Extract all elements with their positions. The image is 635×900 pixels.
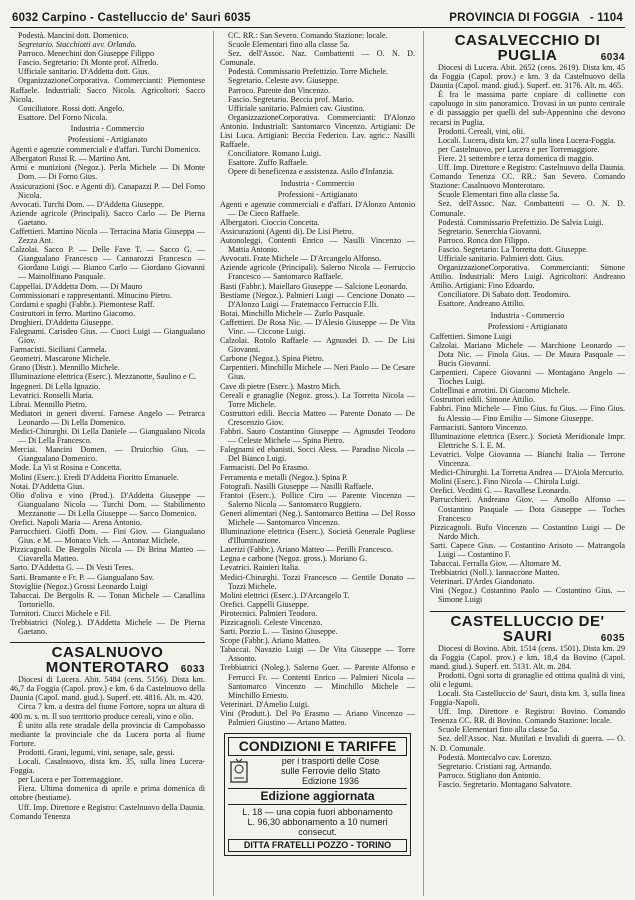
text-line: Caffettieri. Simone Luigi: [430, 331, 512, 341]
town-code: 6034: [600, 52, 625, 63]
text-line: Podestà. Montecalvo cav. Lorenzo.: [438, 752, 552, 762]
town-name: CASALNUOVO MONTEROTARO: [45, 644, 170, 677]
column-2: [213, 31, 415, 896]
text-line: Circa 7 km. a destra del fiume Fortore, sopra un altura di 400 m. s. m. Il suo territorio produce cereali, vino e olio.: [10, 702, 205, 721]
text-line: Ingegneri. Di Lella Ignazio.: [10, 381, 101, 391]
text-line: Costruttori edili. Beccia Matteo — Parente Donato — De Crescenzio Giov.: [220, 408, 415, 427]
col3-town2-text: [430, 644, 625, 790]
text-line: Fascio. Segretario: La Torretta dott. Giuseppe.: [438, 244, 588, 254]
text-line: Assicurazioni (Agenti di). De Lisi Pietro.: [220, 226, 354, 236]
text-line: Diocesi di Bovino. Abit. 1514 (cens. 1501). Dista km. 29 da Foggia (Capol. prov.) e km. 18,4 da Bovino (Capol. mand. giud.). Superf. ett. 5131. Alt. m. 284.: [430, 643, 625, 671]
text-line: Costruttori in ferro. Martino Giacomo.: [10, 308, 135, 318]
text-line: Esattore. Zuffo Raffaele.: [228, 158, 309, 168]
text-line: Notai. D'Addetta Gius.: [10, 481, 85, 491]
column-1: [10, 31, 205, 896]
text-line: Grano (Distr.). Mennillo Michele.: [10, 363, 120, 373]
text-line: Farmacisti. Santoro Vincenzo.: [430, 422, 528, 432]
text-line: Ufficiale sanitario. Palmieri dott. Gius.: [438, 253, 564, 263]
town-heading-castelluccio: [430, 611, 625, 644]
text-line: Bestiame (Negoz.). Palmieri Luigi — Cencione Donato — D'Alonzo Luigi — Fratemacco Ferruccio F.lli.: [220, 290, 415, 309]
town-name: CASALVECCHIO DI PUGLIA: [454, 32, 601, 64]
text-line: Ferramenta e metalli (Negoz.). Spina P.: [220, 472, 348, 482]
text-line: Locali. Casalnuovo, dista km. 35, sulla linea Lucera-Foggia.: [10, 757, 205, 776]
text-line: Segretario. Senerchia Giovanni.: [438, 226, 542, 236]
text-line: Fascio. Segretario. Montagano Salvatore.: [438, 779, 572, 789]
text-line: Parroco. Ronca don Filippo.: [438, 235, 530, 245]
advertisement-box: [224, 733, 411, 856]
town-heading-casalnuovo: [10, 642, 205, 675]
text-line: Sarti. Capece Gius. — Costantino Arisoto — Matrangola Luigi — Costantino F.: [430, 540, 625, 559]
text-line: Cordami e spaghi (Fabbr.). Piemontese Raff.: [10, 299, 155, 309]
text-line: Podestà. Mancini dott. Domenico.: [18, 31, 129, 40]
text-line: Assicurazioni (Soc. e Agenti di). Canapazzi P. — Del Forno Nicola.: [10, 181, 205, 200]
text-line: Generi alimentari (Neg.). Santomarco Bettina — Del Rosso Michele — Santomarco Vincenzo.: [220, 508, 415, 527]
text-line: Caffettieri. Martino Nicola — Terracina Maria Giuseppa — Zezza Ant.: [10, 226, 205, 246]
text-line: Segretario. Cristiani rag. Armando.: [438, 761, 552, 771]
text-line: Segretario. Stacchiotti avv. Orlando.: [18, 40, 137, 50]
town-heading-casalvecchio: [430, 31, 625, 63]
text-line: Parroco. Parente don Vincenzo.: [228, 85, 331, 95]
text-line: Carpentieri. Capece Giovanni — Montagano Angelo — Tioches Luigi.: [430, 368, 625, 387]
text-line: Prodotti. Cereali, vini, olii.: [438, 126, 525, 136]
ad-publisher: DITTA FRATELLI POZZO - TORINO: [228, 839, 407, 852]
text-line: Librai. Mennillo Pietro.: [10, 399, 87, 409]
text-line: Falegnami ed ebanisti. Socci Aless. — Paradiso Nicola — Del Bianco Luigi.: [220, 445, 415, 464]
text-line: Aziende agricole (Principali). Salerno Nicola — Ferruccio Francesco — Santomarco Raffaele.: [220, 263, 415, 282]
text-line: Diocesi di Lucera. Abit. 2652 (cens. 2619). Dista km. 45 da Foggia (Capol. prov.) e km. 3 da Castelnuovo della Daunia (Capol. mand. giud.). Superf. ett. 3176. Alt. m. 465.: [430, 63, 625, 91]
text-line: per Lucera e per Torremaggiore.: [18, 775, 123, 785]
text-line: È fra le massima parte copiare di collinette con capoluogo in sito panoramico. Trovasi in un punto centrale e di passaggio per quelli del sub-Appennino che devono recarsi in Puglia.: [430, 90, 625, 127]
text-line: Diocesi di Lucera. Abit. 5484 (cens. 5156). Dista km. 46,7 da Foggia (Capol. prov.) e km. 6 da Castelnuovo della Daunia (Capol. mand. giud.). Superf. ett. 4816. Alt. m. 420.: [10, 675, 205, 703]
text-line: Prodotti. Grani, legumi, vini, senape, sale, gessi.: [18, 747, 175, 757]
text-line: Pizzicagnoli. Bufo Vincenzo — Costantino Luigi — De Nardo Mich.: [430, 522, 625, 541]
text-line: Calzolai. Rotolo Raffaele — Agnusdei D. — De Lisi Giovanni.: [220, 336, 415, 355]
text-line: Coltellinai e arrotini. Di Giacomo Michele.: [430, 386, 571, 396]
section-subheading: Professioni - Artigianato: [487, 321, 568, 331]
text-line: Medici-Chirurghi. Tozzi Francesco — Gentile Donato — Tozzi Michele.: [220, 572, 415, 591]
text-line: Levatrici. Ronselli Maria.: [10, 390, 94, 400]
text-line: per Castelnuovo, per Lucera e per Torremaggiore.: [438, 144, 600, 154]
column-3: [423, 31, 625, 896]
text-line: Vini (Negoz.) Costantino Paolo — Costantino Gius. — Simone Luigi: [430, 586, 625, 605]
town-code: 6035: [600, 632, 625, 644]
text-line: Scuole Elementari fino alla classe 5a.: [438, 725, 560, 735]
page-header: [10, 8, 625, 28]
text-line: Parrucchieri. Gioffi Dom. — Fini Giov. — Giangualano Gius. e M. — Monaco Vich. — Antonaz Michele.: [10, 527, 205, 546]
text-line: Fiere. 21 settembre e terza domenica di maggio.: [438, 153, 594, 163]
ad-body: [228, 756, 407, 786]
col2-entries: [220, 200, 415, 727]
text-line: Merciai. Mancini Domen. — Druicchio Gius. — Giangualano Domenico.: [10, 445, 205, 464]
emblem-icon: [228, 756, 250, 786]
text-line: Cereali e granaglie (Negoz. gross.). La Torretta Nicola — Torre Michele.: [220, 390, 415, 409]
text-line: Conciliatore. Romano Luigi.: [228, 149, 322, 159]
text-line: OrganizzazioneCorporativa. Commercianti: Simone Attilio. Industriali: Mero Luigi. Agricoltori: Andreano Attilio. Artigiani: Fino Edoardo.: [430, 263, 625, 291]
text-line: Albergatori. Cioccio Concetta.: [220, 217, 320, 227]
text-line: Orefici. Vecditti G. — Ravallese Leonardo.: [430, 486, 571, 496]
text-line: Molini (Eserc.). Eredi D'Addetta Fioritto Emanuele.: [10, 472, 179, 482]
text-line: Ufficiale sanitario. D'Addetta dott. Gius.: [18, 67, 150, 77]
text-line: Legna e carbone (Negoz. gross.). Moriano G.: [220, 554, 367, 564]
text-line: Fotografi. Nasilli Giuseppe — Nasilli Raffaele.: [220, 481, 374, 491]
ad-text: [254, 756, 407, 786]
section-heading: Industria - Commercio: [490, 310, 565, 320]
text-line: Parroco. Menechini don Giuseppe Filippo: [18, 49, 154, 59]
text-line: Cave di pietre (Eserc.). Mastro Mich.: [220, 381, 341, 391]
ad-line: Edizione 1936: [301, 776, 360, 787]
text-line: Armi e munizioni (Negoz.). Perla Michele — Di Monte Dom. — Di Forno Gius.: [10, 163, 205, 182]
text-line: Tabaccai. Navazio Luigi — De Vita Giuseppe — Torre Assonto.: [220, 645, 415, 664]
text-line: Conciliatore. Di Sabato dott. Teodomiro.: [438, 290, 571, 300]
text-line: Tabaccai. Ferralla Giov. — Altomare M.: [430, 559, 562, 569]
text-line: Aziende agricole (Principali). Sacco Carlo — De Pierna Gaetano.: [10, 208, 205, 227]
text-line: Falegnami. Carisdeo Gius. — Cuoci Luigi — Giangualano Giov.: [10, 327, 205, 346]
text-line: Fabbri. Sauro Costantino Giuseppe — Agnusdei Teodoro — Celeste Michele — Spina Pietro.: [220, 427, 415, 446]
text-line: Locali. Lucera, dista km. 27 sulla linea Lucera-Foggia.: [438, 135, 616, 145]
text-line: Ufficiale sanitario. Palmieri cav. Giustino.: [228, 103, 365, 113]
text-line: Locali. Sta Castelluccio de' Sauri, dista km. 3, sulla linea Foggia-Napoli.: [430, 689, 625, 708]
text-line: Medici-Chirurghi. Di Lella Daniele — Giangualano Nicola — Di Lella Francesco.: [10, 427, 205, 446]
text-line: Agenti e agenzie commerciali e d'affari. D'Alonzo Antonio — De Cieco Raffaele.: [220, 199, 415, 218]
ad-line: L. 96,30 abbonamento a 10 numeri consecut.: [247, 817, 388, 838]
columns: [10, 31, 625, 896]
text-line: Cappellai. D'Addetta Dom. — Di Mauro: [10, 281, 143, 291]
text-line: Tornitori. Ciucci Michele e Fil.: [10, 608, 112, 618]
text-line: Farmacisti. Siciliani Carmela.: [10, 345, 107, 355]
text-line: Medici-Chirurghi. La Torretta Andrea — D'Aiola Mercurio.: [430, 468, 624, 478]
text-line: Molini elettrici (Eserc.). D'Arcangelo T.: [220, 590, 350, 600]
text-line: Illuminazione elettrica (Eserc.). Società Meridionale Impr. Elettriche S. I. E. M.: [430, 431, 625, 450]
text-line: Opere di beneficenza e assistenza. Asilo d'Infanzia.: [228, 167, 394, 177]
ad-highlight: Edizione aggiornata: [228, 788, 407, 805]
text-line: Esattore. Andreano Attilio.: [438, 299, 525, 309]
text-line: Fascio. Segretario: Di Monte prof. Alfredo.: [18, 58, 159, 68]
text-line: Orefici. Cappelli Giuseppe.: [220, 599, 310, 609]
text-line: Sarti. Porzio L. — Tasino Giuseppe.: [220, 627, 338, 637]
text-line: Carbone (Negoz.). Spina Pietro.: [220, 354, 324, 364]
text-line: Sez. dell'Assoc. Naz. Combattenti — O. N. D. Comunale.: [220, 49, 415, 68]
text-line: Frantoi (Eserc.). Pollice Ciro — Parente Vincenzo — Salerno Nicola — Santomarco Ruggiero.: [220, 490, 415, 509]
col2-top: [220, 31, 415, 177]
text-line: Parroco. Stigliano don Antonio.: [438, 770, 541, 780]
ad-title: CONDIZIONI E TARIFFE: [228, 737, 407, 756]
header-left: 6032 Carpino - Castelluccio de' Sauri 6035: [12, 12, 251, 24]
text-line: Carpentieri. Minchillo Michele — Neri Paolo — De Cesare Gius.: [220, 363, 415, 382]
text-line: OrganizzazioneCorporativa. Commercianti: Piemontese Raffaele. Industriali: Sacco Nicola. Agricoltori: Sacco Nicola.: [10, 76, 205, 104]
text-line: Uff. Imp. Direttore e Registro: Bovino. Comando Tenenza CC. RR. di Bovino. Comando Stazione: locale.: [430, 707, 625, 726]
text-line: Agenti e agenzie commerciali e d'affari. Turchi Domenico.: [10, 145, 201, 155]
text-line: Fiera. Ultima domenica di aprile e prima domenica di ottobre (bestiame).: [10, 784, 205, 803]
col3-town-text: [430, 63, 625, 309]
text-line: Illuminazione elettrica (Eserc.). Società Generale Pugliese d'Illuminazione.: [220, 527, 415, 546]
text-line: Sarti. Bramante e Fr. P. — Giangualano Sav.: [10, 572, 155, 582]
text-line: Sarto. D'Addetta G. — Di Vesti Teres.: [10, 563, 134, 573]
col1-entries: [10, 145, 205, 636]
text-line: Scuole Elementari fino alla classe 5a.: [438, 190, 560, 200]
text-line: Trebbiatrici (Noll.). Iannaccone Matteo.: [430, 568, 560, 578]
section-heading: Industria - Commercio: [70, 123, 145, 133]
text-line: Trebbiatrici (Noleg.). Salerno Guer. — Parente Alfonso e Ferrucci Fr. — Contenti Enrico — Palmieri Nicola — Santomarco Vincenzo — Minchillo Michele — Minchillo Ernesto.: [220, 663, 415, 700]
text-line: Segretario. Celeste avv. Giuseppe.: [228, 76, 339, 86]
text-line: Farmacisti. Del Po Erasmo.: [220, 463, 310, 473]
col1-intro: [10, 31, 205, 122]
text-line: Olio d'oliva e vino (Prod.). D'Addetta Giuseppe — Giangualano Nicola — Turchi Dom. — Stabilimento Mezzanotte — Di Lella Giuseppe — Sacco Domenico.: [10, 490, 205, 518]
text-line: Trebbiatrici (Noleg.). D'Addetta Michele — De Pierna Gaetano.: [10, 618, 205, 637]
text-line: Geometri. Mascarone Michele.: [10, 354, 111, 364]
text-line: Stovigliie (Negoz.) Grossi Leonardo Luigi: [10, 581, 148, 591]
section-heading: Industria - Commercio: [280, 178, 355, 188]
ad-line: L. 18 — una copia fuori abbonamento: [242, 807, 393, 818]
text-line: Autonoleggi. Contenti Enrico — Nasilli Vincenzo — Mattia Antonio.: [220, 236, 415, 255]
text-line: Orefici. Napoli Maria — Arena Antonio.: [10, 517, 142, 527]
text-line: Calzolai. Mariano Michele — Marchione Leonardo — Dota Nic. — Finola Gius. — De Maura Pasquale — Bucis Giovanni.: [430, 340, 625, 368]
text-line: CC. RR.: San Severo. Comando Stazione: locale.: [228, 31, 388, 40]
text-line: Fascio. Segretario. Beccia prof. Mario.: [228, 94, 354, 104]
text-line: Pizzicagnoli. De Bergolis Nicola — Di Brina Matteo — Ciavarella Matteo.: [10, 545, 205, 564]
text-line: Levatrici. Volpe Giovanna — Bianchi Italia — Terrone Vincenza.: [430, 449, 625, 469]
town-name: CASTELLUCCIO DE' SAURI: [450, 612, 605, 645]
text-line: Calzolai. Sacco P. — Delle Fave T. — Sacco G. — Giangualano Francesco — Cannarozzi Francesco — Giordano Luigi — Bianco Carlo — Giordano Giovanni — Mainolfinano Pasquale.: [10, 245, 205, 282]
text-line: Commissionari e rappresentanti. Minucino Pietro.: [10, 290, 172, 300]
text-line: Scope (Fabbr.). Ariano Matteo.: [220, 636, 321, 646]
text-line: Caffettieri. De Rosa Nic. — D'Alesio Giuseppe — De Vita Vinc. — Ciccone Luigi.: [220, 317, 415, 336]
text-line: Fabbri. Fino Michele — Fino Gius. fu Gius. — Fino Gius. fu Alessio — Fino Emilio — Simone Giuseppe.: [430, 404, 625, 423]
text-line: Avvocati. Turchi Dom. — D'Addetta Giuseppe.: [10, 199, 165, 209]
section-subheading: Professioni - Artigianato: [277, 189, 358, 199]
col3-entries: [430, 332, 625, 605]
text-line: È unito alla rete stradale della provincia di Campobasso mediante la provinciale che da Lucera porta al fiume Fortore.: [10, 720, 205, 748]
text-line: OrganizzazioneCorporativa. Commercianti: D'Alonzo Antonio. Industriali: Santomarco Vincenzo. Artigiani: De Lisi Luca. Artigiani: Beccia Federico. Lav. agric.: Nasilli Raffaele.: [220, 112, 415, 150]
text-line: Sez. dell'Assoc. Naz. Combattenti — O. N. D. Comunale.: [430, 199, 625, 218]
text-line: Vini (Produtt.). Del Po Erasmo — Ariano Vincenzo — Palmieri Giustino — Ariano Matteo.: [220, 708, 415, 728]
text-line: Costruttori edili. Simone Attilio.: [430, 395, 535, 405]
text-line: Conciliatore. Rossi dott. Angelo.: [18, 103, 125, 113]
section-subheading: Professioni - Artigianato: [67, 135, 148, 145]
text-line: Droghieri. D'Addetta Giuseppe.: [10, 317, 114, 327]
text-line: Mediatori in generi diversi. Farnese Angelo — Petrarca Leonardo — Di Lella Domenico.: [10, 408, 205, 427]
text-line: Parrucchieri. Andreano Giov. — Amollo Alfonso — Costantino Pasquale — Dota Giuseppe — Toches Francesco: [430, 495, 625, 523]
text-line: Avvocati. Frate Michele — D'Arcangelo Alfonso.: [220, 254, 382, 264]
text-line: Podestà. Commissario Prefettizio. Torre Michele.: [228, 67, 389, 77]
text-line: Prodotti. Ogni sorta di granaglie ed ottima qualità di vini, olii e legumi.: [430, 670, 625, 689]
text-line: Levatrici. Rainieri Italia.: [220, 563, 301, 573]
text-line: Pizzicagnoli. Celeste Vincenzo.: [220, 618, 323, 627]
ad-line: sulle Ferrovie dello Stato: [280, 766, 381, 777]
text-line: Esattore. Del Forno Nicola.: [18, 112, 108, 122]
ad-line: per i trasporti delle Cose: [281, 756, 380, 767]
text-line: Uff. Imp. Direttore e Registro: Castelnuovo della Daunia. Comando Tenenza: [10, 802, 205, 821]
text-line: Tabaccai. De Bergolis R. — Tonan Michele — Canallina Tortoriello.: [10, 590, 205, 609]
text-line: Veterinari. D'Ardes Giandonato.: [430, 577, 535, 587]
text-line: Pirotecnici. Palmieri Teodoro.: [220, 608, 318, 618]
text-line: Podestà. Commissario Prefettizio. De Salvia Luigi.: [438, 217, 604, 227]
text-line: Albergatori Russi R. — Martino Ant.: [10, 154, 131, 164]
header-right: [449, 12, 623, 24]
header-province: PROVINCIA DI FOGGIA: [449, 12, 580, 24]
text-line: Molini (Eserc.). Fino Nicola — Chirola Luigi.: [430, 477, 580, 487]
header-page-number: - 1104: [589, 12, 623, 24]
text-line: Botai. Minchillo Michele — Zurlo Pasquale.: [220, 308, 365, 318]
text-line: Sez. dell'Assoc. Naz. Mutilati e Invalidi di guerra. — O. N. D. Comunale.: [430, 734, 625, 753]
text-line: Laterizi (Fabbr.). Ariano Matteo — Perilli Francesco.: [220, 545, 393, 555]
town-code: 6033: [180, 664, 205, 676]
text-line: Illuminazione elettrica (Eserc.). Mezzanotte, Saulino e C.: [10, 372, 197, 382]
col1-town-text: [10, 675, 205, 821]
text-line: Mode. La Vi st Rosina e Concetta.: [10, 463, 122, 473]
text-line: Veterinari. D'Amelio Luigi.: [220, 699, 310, 709]
text-line: Scuole Elementari fino alla classe 5a.: [228, 40, 350, 50]
text-line: Basti (Fabbr.). Maiellaro Giuseppe — Salcione Leonardo.: [220, 281, 408, 291]
text-line: Uff. Imp. Direttore e Registro: Castelnuovo della Daunia. Comando Tenenza CC. RR.: San Severo. Comando Stazione: Casalnuovo Monterotaro.: [430, 163, 625, 191]
